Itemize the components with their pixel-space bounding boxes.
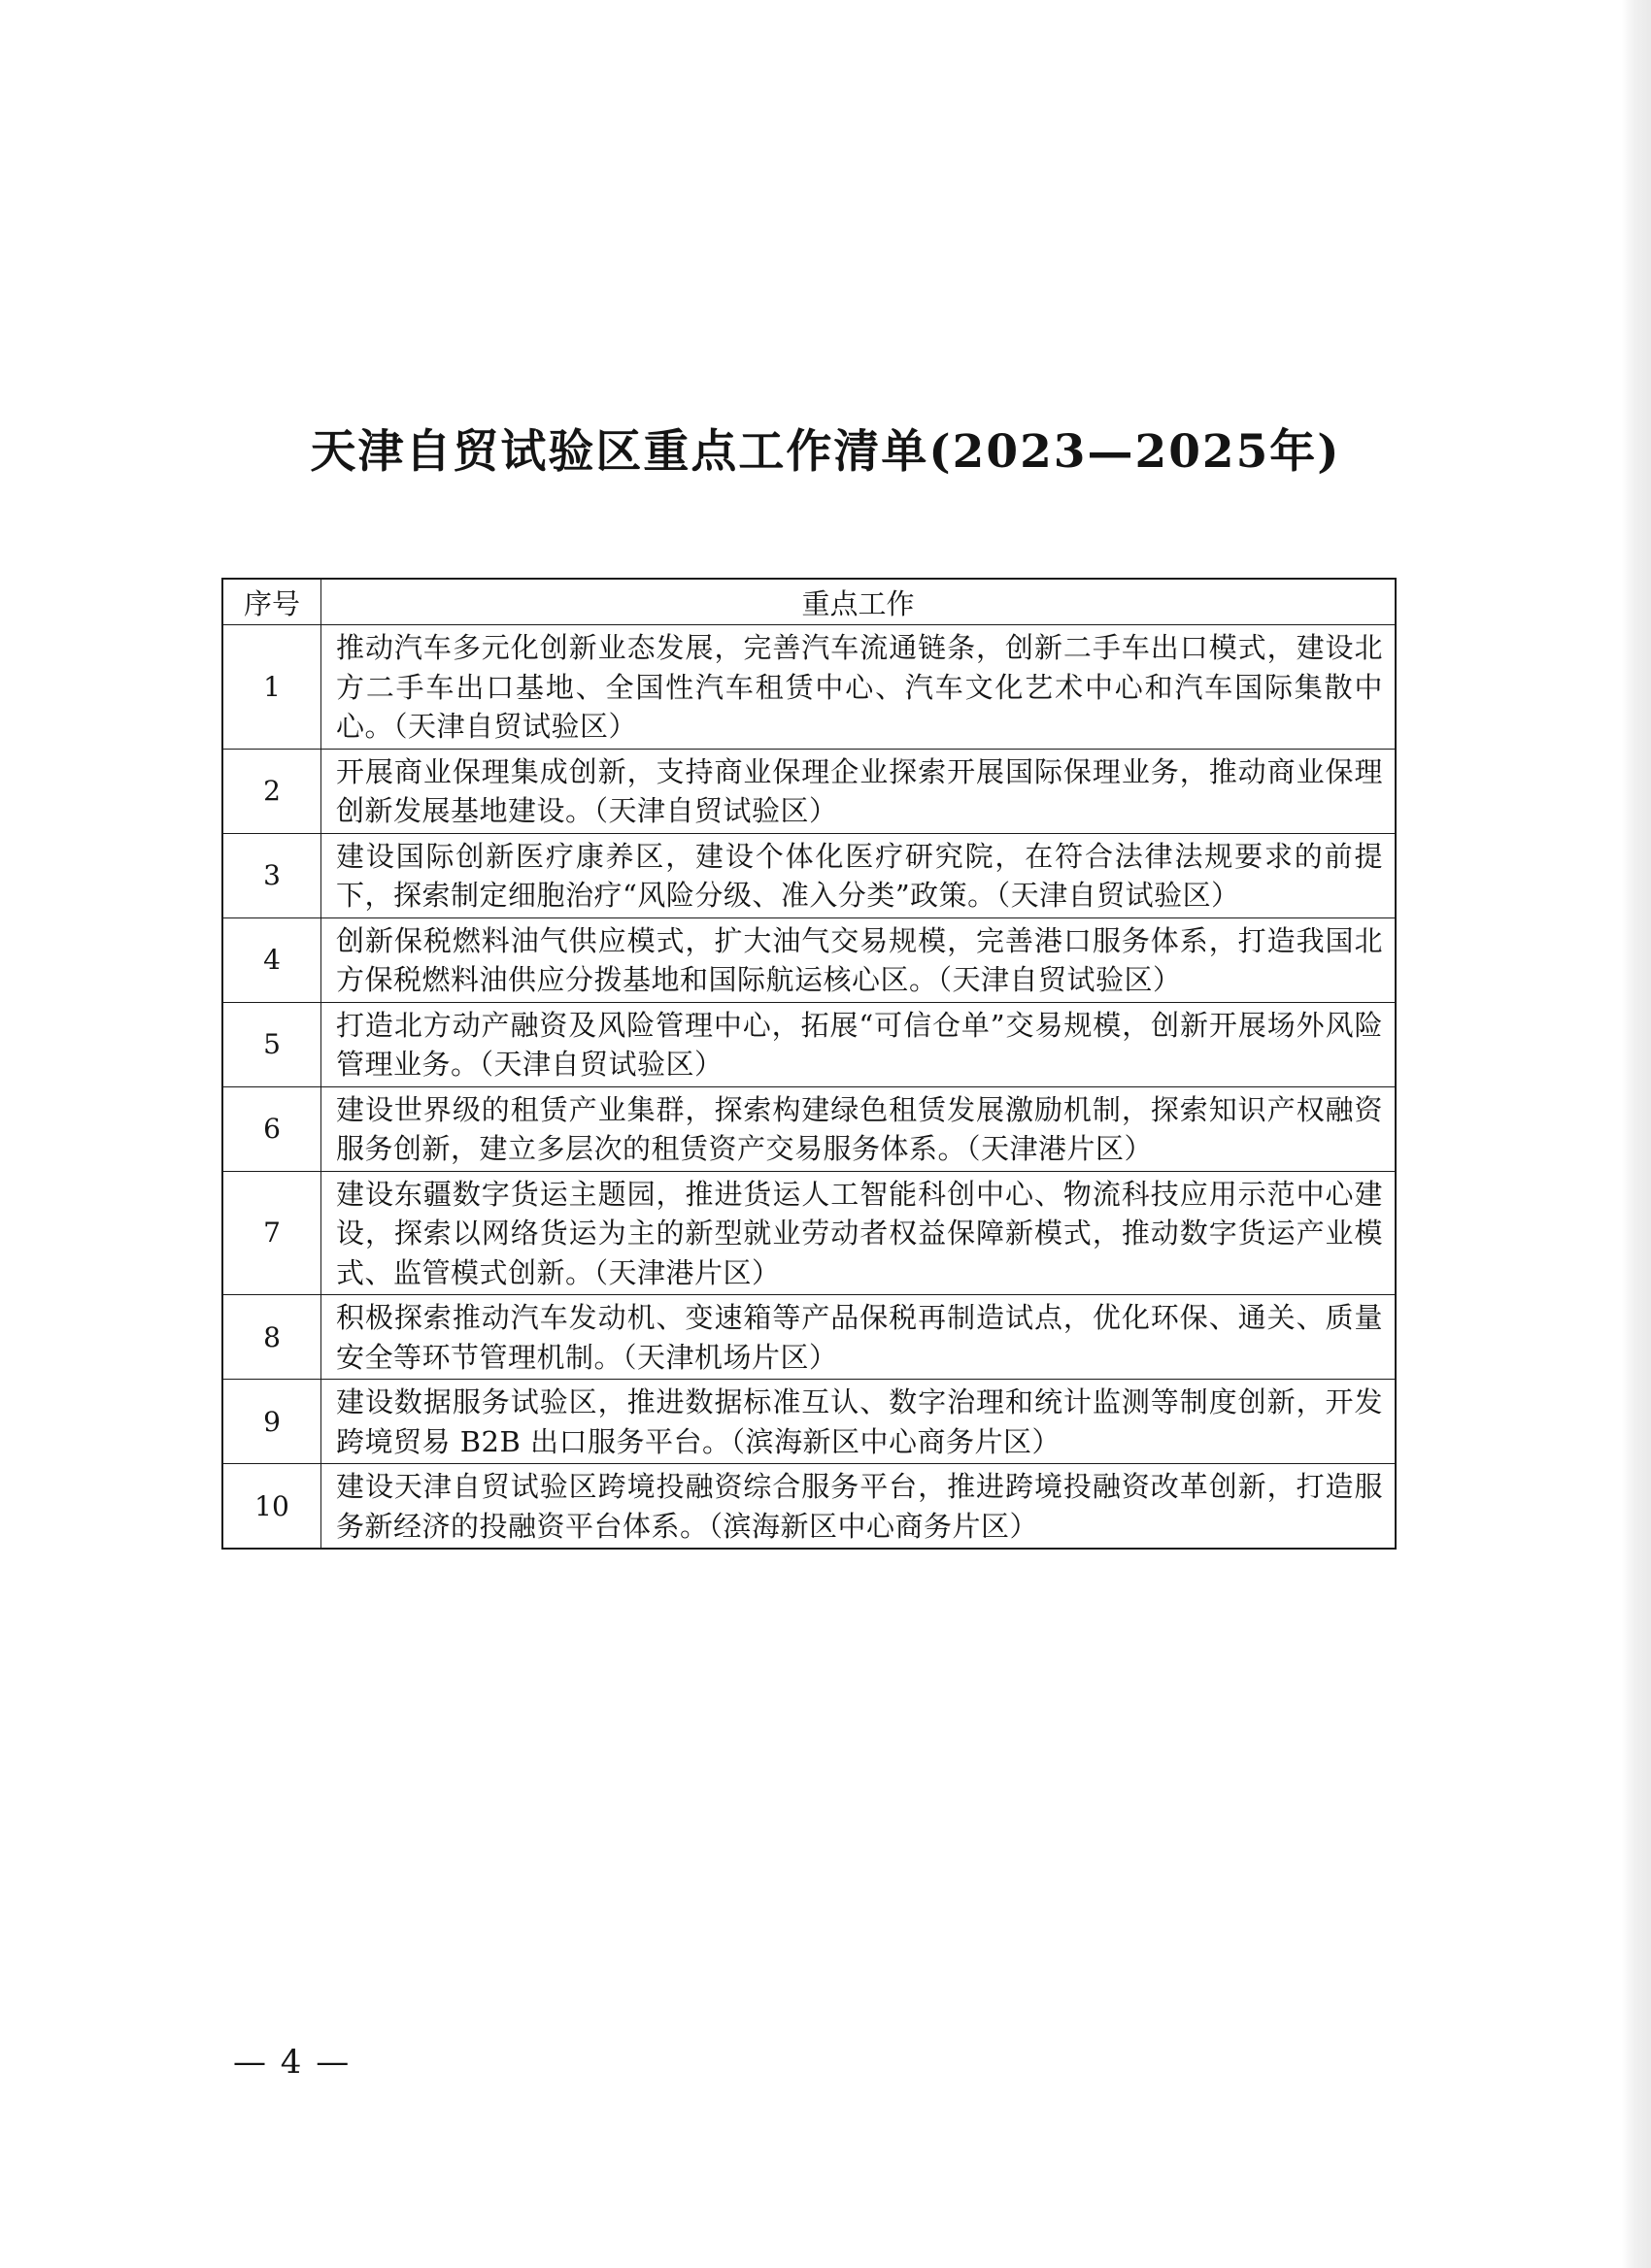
row-seq: 8	[222, 1295, 321, 1380]
table-row	[222, 1464, 1396, 1550]
row-text: 创新保税燃料油气供应模式，扩大油气交易规模，完善港口服务体系，打造我国北方保税燃料油供应分拨基地和国际航运核心区。（天津自贸试验区）	[321, 917, 1397, 1002]
header-key-work: 重点工作	[321, 579, 1397, 625]
row-seq: 6	[222, 1086, 321, 1171]
page-number: — 4 —	[233, 2043, 352, 2082]
row-text: 建设世界级的租赁产业集群，探索构建绿色租赁发展激励机制，探索知识产权融资服务创新，建立多层次的租赁资产交易服务体系。（天津港片区）	[321, 1086, 1397, 1171]
document-title: 天津自贸试验区重点工作清单(2023—2025年)	[310, 425, 1341, 479]
page-edge-shadow	[1622, 0, 1651, 2268]
table-row	[222, 1086, 1396, 1171]
row-seq: 1	[222, 625, 321, 750]
row-seq: 7	[222, 1171, 321, 1295]
table-row	[222, 1002, 1396, 1086]
row-seq: 5	[222, 1002, 321, 1086]
row-text: 打造北方动产融资及风险管理中心，拓展“可信仓单”交易规模，创新开展场外风险管理业务。（天津自贸试验区）	[321, 1002, 1397, 1086]
row-text: 建设天津自贸试验区跨境投融资综合服务平台，推进跨境投融资改革创新，打造服务新经济的投融资平台体系。（滨海新区中心商务片区）	[321, 1464, 1397, 1550]
row-text: 建设东疆数字货运主题园，推进货运人工智能科创中心、物流科技应用示范中心建设，探索以网络货运为主的新型就业劳动者权益保障新模式，推动数字货运产业模式、监管模式创新。（天津港片区）	[321, 1171, 1397, 1295]
table-row	[222, 625, 1396, 750]
row-text: 建设国际创新医疗康养区，建设个体化医疗研究院，在符合法律法规要求的前提下，探索制定细胞治疗“风险分级、准入分类”政策。（天津自贸试验区）	[321, 833, 1397, 917]
table-row	[222, 1295, 1396, 1380]
table-row	[222, 917, 1396, 1002]
key-work-table	[221, 578, 1397, 1550]
header-seq: 序号	[222, 579, 321, 625]
row-seq: 3	[222, 833, 321, 917]
table-row	[222, 749, 1396, 833]
row-seq: 4	[222, 917, 321, 1002]
row-text: 建设数据服务试验区，推进数据标准互认、数字治理和统计监测等制度创新，开发跨境贸易 B2B 出口服务平台。（滨海新区中心商务片区）	[321, 1380, 1397, 1464]
row-seq: 10	[222, 1464, 321, 1550]
table-row	[222, 1171, 1396, 1295]
table-row	[222, 1380, 1396, 1464]
row-text: 推动汽车多元化创新业态发展，完善汽车流通链条，创新二手车出口模式，建设北方二手车出口基地、全国性汽车租赁中心、汽车文化艺术中心和汽车国际集散中心。（天津自贸试验区）	[321, 625, 1397, 750]
row-text: 积极探索推动汽车发动机、变速箱等产品保税再制造试点，优化环保、通关、质量安全等环节管理机制。（天津机场片区）	[321, 1295, 1397, 1380]
row-text: 开展商业保理集成创新，支持商业保理企业探索开展国际保理业务，推动商业保理创新发展基地建设。（天津自贸试验区）	[321, 749, 1397, 833]
row-seq: 2	[222, 749, 321, 833]
table-header-row	[222, 579, 1396, 625]
table-row	[222, 833, 1396, 917]
row-seq: 9	[222, 1380, 321, 1464]
